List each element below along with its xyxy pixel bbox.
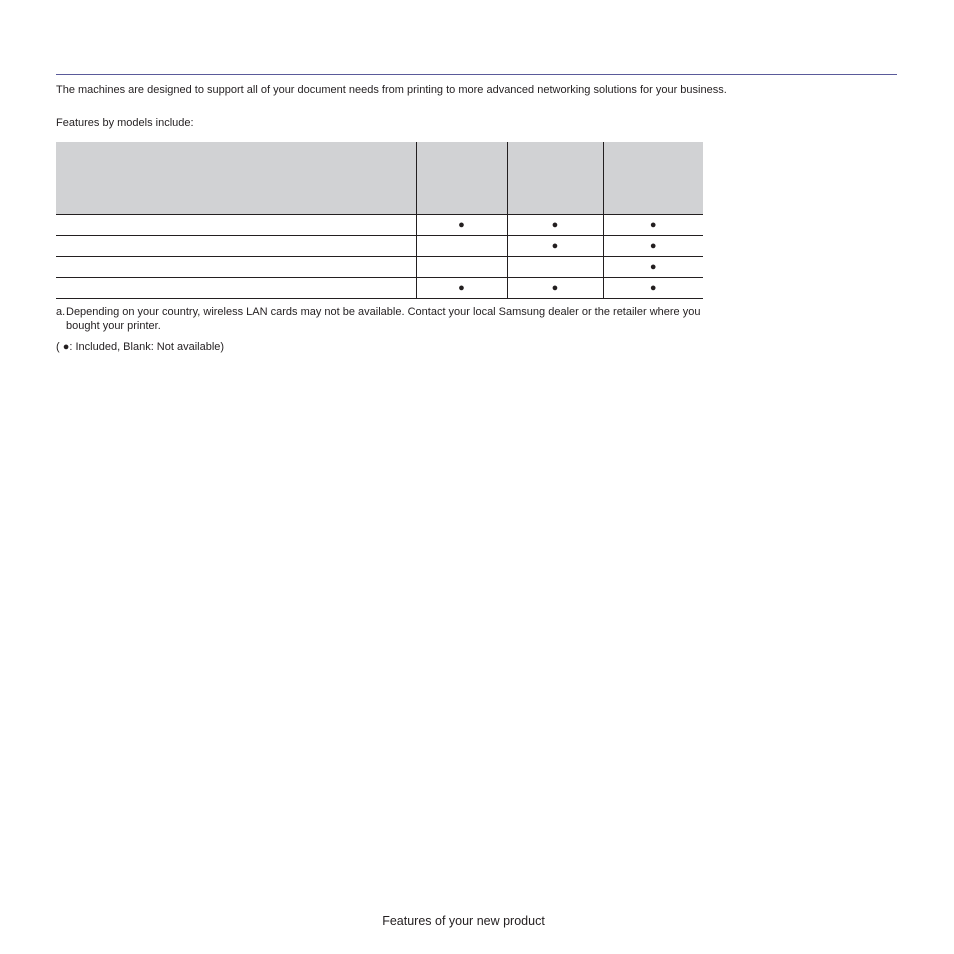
feature-cell [56,236,416,257]
intro-paragraph: The machines are designed to support all of your document needs from printing to more advanced networking solutions for your business. [56,84,727,96]
feature-cell [56,215,416,236]
table-row [56,278,703,299]
header-feature [56,142,416,215]
table-header-row [56,142,703,215]
availability-cell: ● [603,215,703,236]
availability-cell: ● [507,278,603,299]
feature-cell [56,278,416,299]
legend-text: ( ●: Included, Blank: Not available) [56,341,225,353]
availability-cell: ● [416,215,507,236]
feature-cell [56,257,416,278]
footnote-marker: a. [56,306,66,318]
header-model-1 [416,142,507,215]
availability-cell: ● [507,236,603,257]
header-model-2 [507,142,603,215]
availability-cell: ● [416,278,507,299]
features-table [56,142,703,299]
availability-cell: ● [603,257,703,278]
header-model-3 [603,142,703,215]
table-row [56,215,703,236]
page-footer: Features of your new product [382,914,545,928]
table-row [56,257,703,278]
footnote [56,305,716,333]
top-rule [56,74,897,75]
footnote-text: Depending on your country, wireless LAN cards may not be available. Contact your local Samsung dealer or the retailer where you bought your printer. [66,306,701,332]
availability-cell [507,257,603,278]
features-lead-text: Features by models include: [56,117,194,129]
table-row [56,236,703,257]
availability-cell: ● [603,278,703,299]
availability-cell [416,257,507,278]
availability-cell [416,236,507,257]
availability-cell: ● [507,215,603,236]
availability-cell: ● [603,236,703,257]
